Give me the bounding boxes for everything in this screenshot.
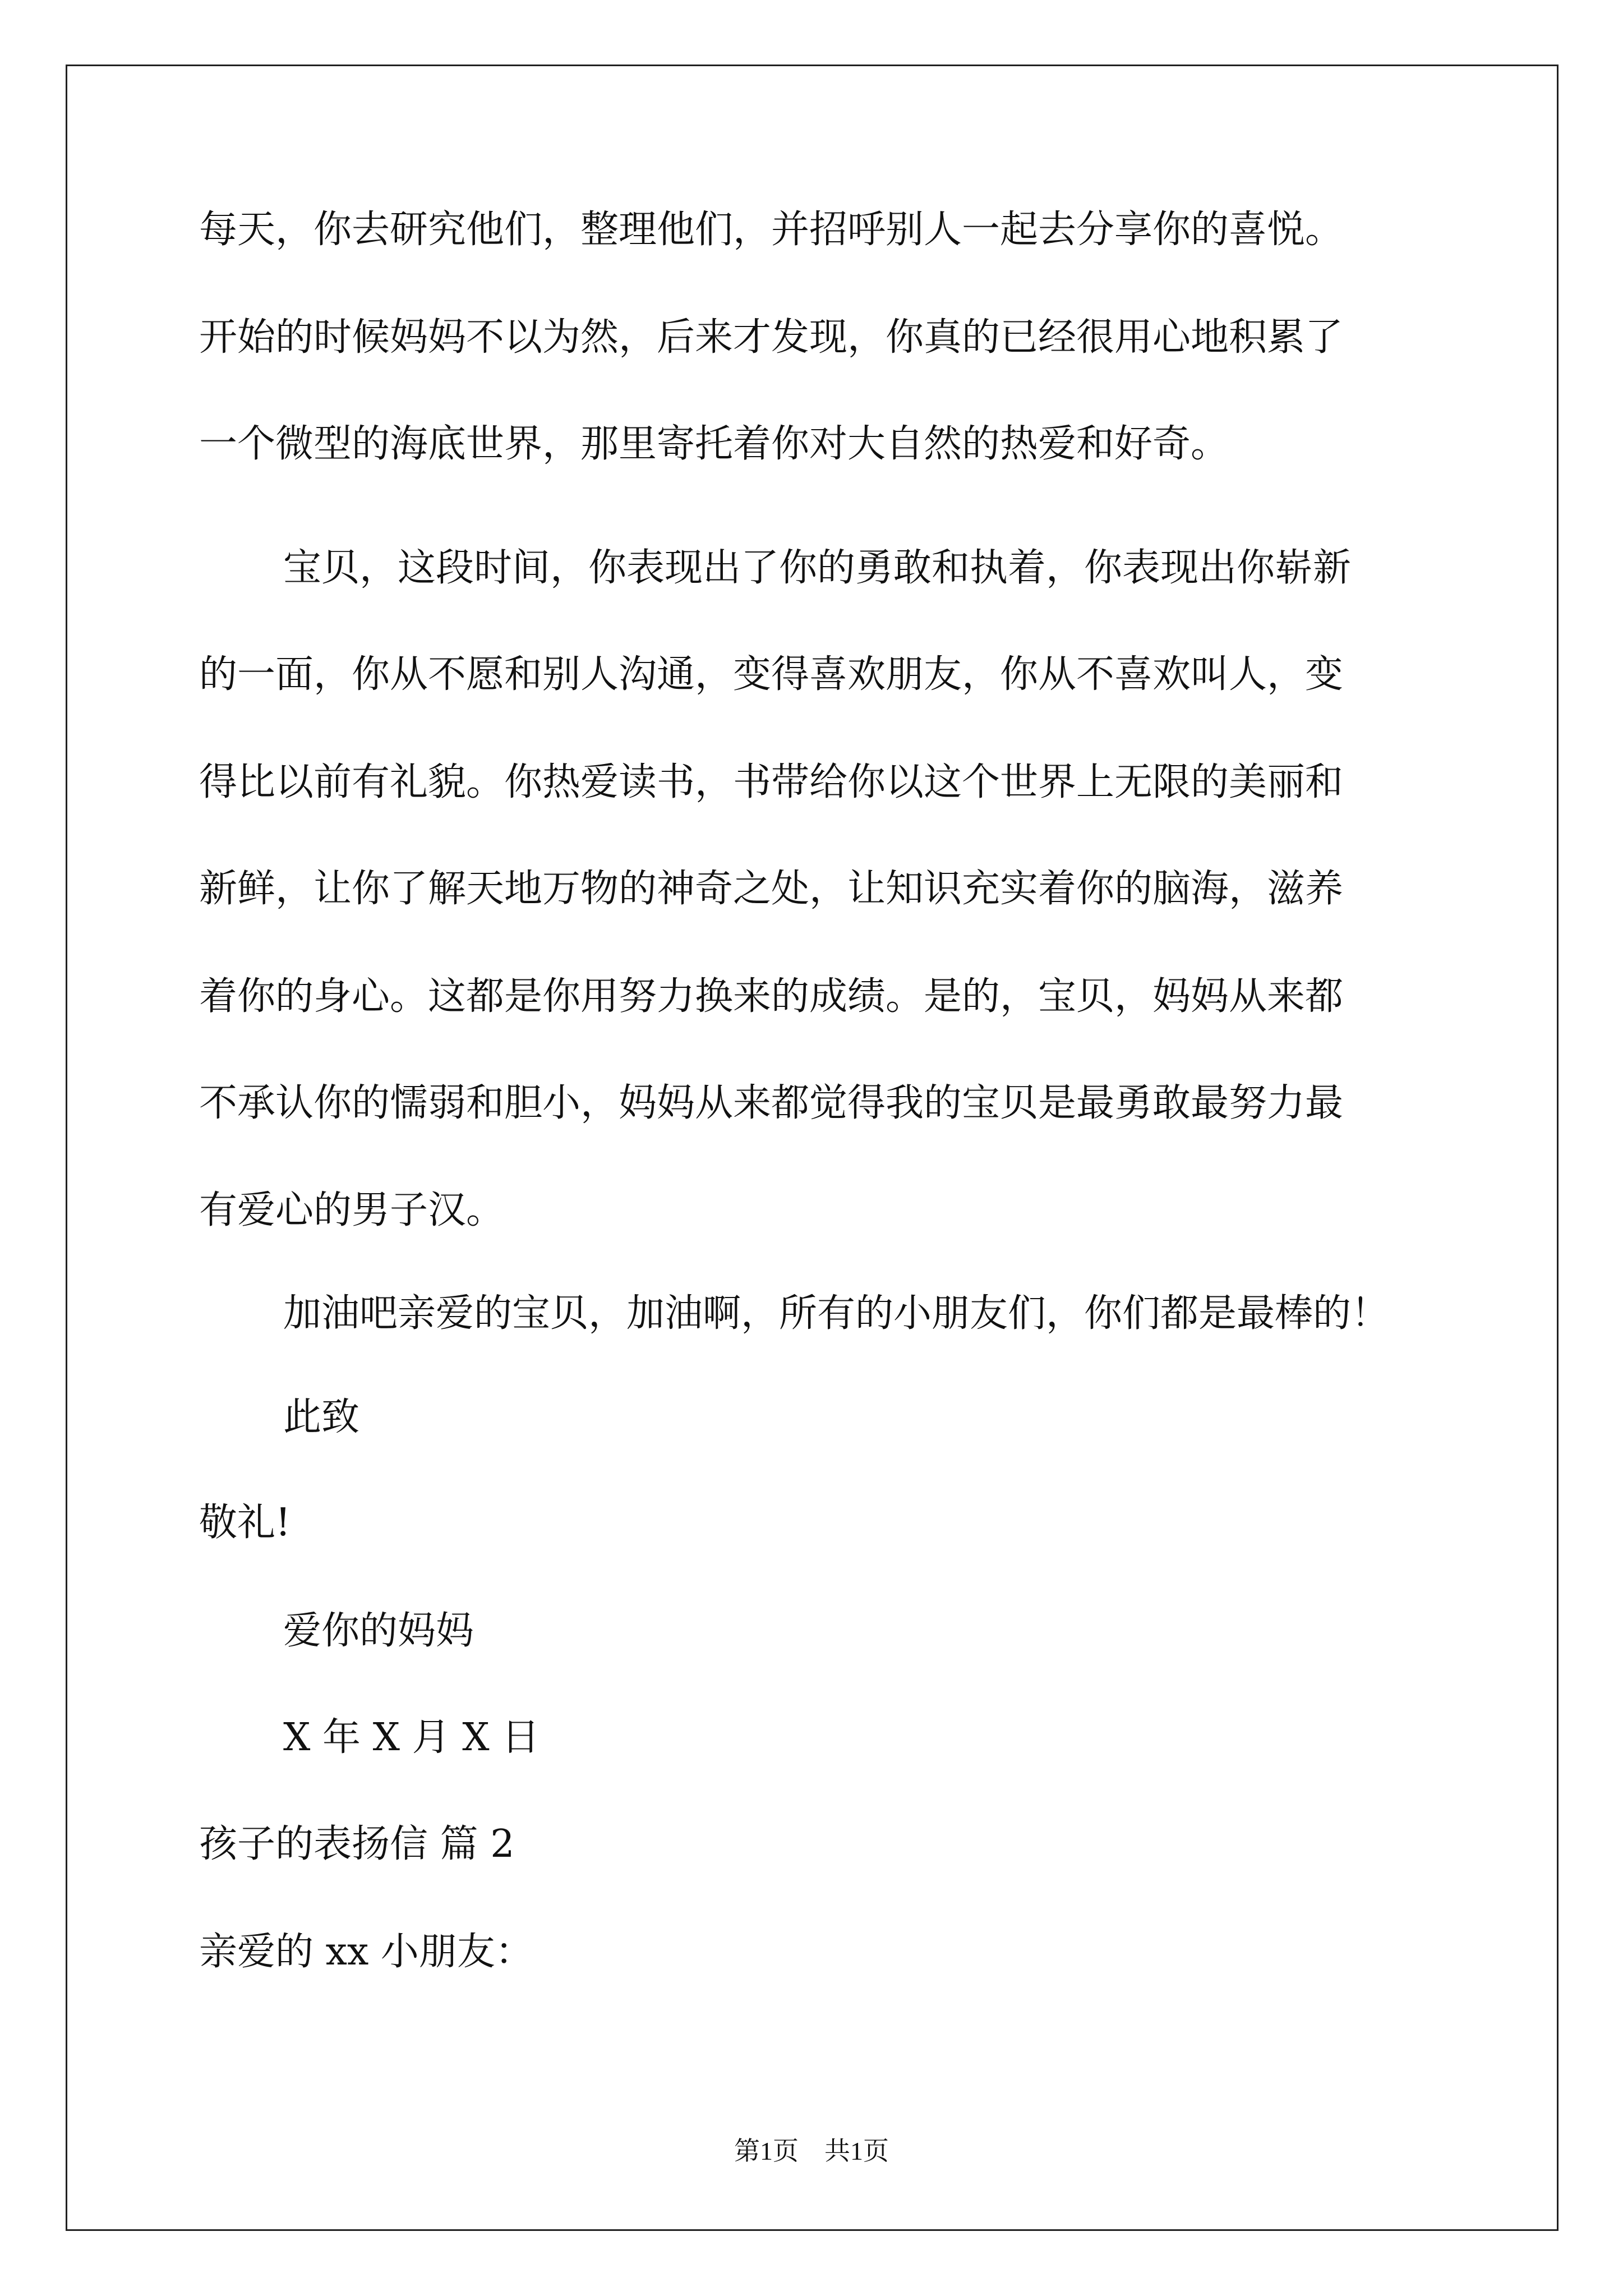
paragraph-line: 新鲜，让你了解天地万物的神奇之处，让知识充实着你的脑海，滋养: [199, 867, 1344, 911]
paragraph-line: 开始的时候妈妈不以为然，后来才发现，你真的已经很用心地积累了: [199, 315, 1344, 360]
closing-respect: 敬礼!: [199, 1501, 291, 1545]
greeting-line: 亲爱的 xx 小朋友：: [199, 1930, 533, 1974]
paragraph-line: 宝贝，这段时间，你表现出了你的勇敢和执着，你表现出你崭新: [283, 546, 1352, 590]
paragraph-line: 的一面，你从不愿和别人沟通，变得喜欢朋友，你从不喜欢叫人，变: [199, 652, 1344, 697]
page-footer: 第1页 共1页: [734, 2137, 889, 2165]
closing-salutation: 此致: [283, 1395, 360, 1439]
page-border: [66, 65, 1559, 2231]
date-line: X 年 X 月 X 日: [283, 1715, 540, 1760]
paragraph-line: 有爱心的男子汉。: [199, 1188, 505, 1232]
section-title: 孩子的表扬信 篇 2: [199, 1822, 515, 1866]
paragraph-line: 得比以前有礼貌。你热爱读书，书带给你以这个世界上无限的美丽和: [199, 760, 1344, 804]
paragraph-line: 每天，你去研究他们，整理他们，并招呼别人一起去分享你的喜悦。: [199, 208, 1344, 252]
paragraph-line: 着你的身心。这都是你用努力换来的成绩。是的，宝贝，妈妈从来都: [199, 974, 1344, 1019]
paragraph-line: 一个微型的海底世界，那里寄托着你对大自然的热爱和好奇。: [199, 422, 1229, 466]
paragraph-line: 不承认你的懦弱和胆小，妈妈从来都觉得我的宝贝是最勇敢最努力最: [199, 1081, 1344, 1125]
paragraph-line: 加油吧亲爱的宝贝，加油啊，所有的小朋友们，你们都是最棒的！: [283, 1291, 1390, 1336]
signature-line: 爱你的妈妈: [283, 1609, 474, 1653]
